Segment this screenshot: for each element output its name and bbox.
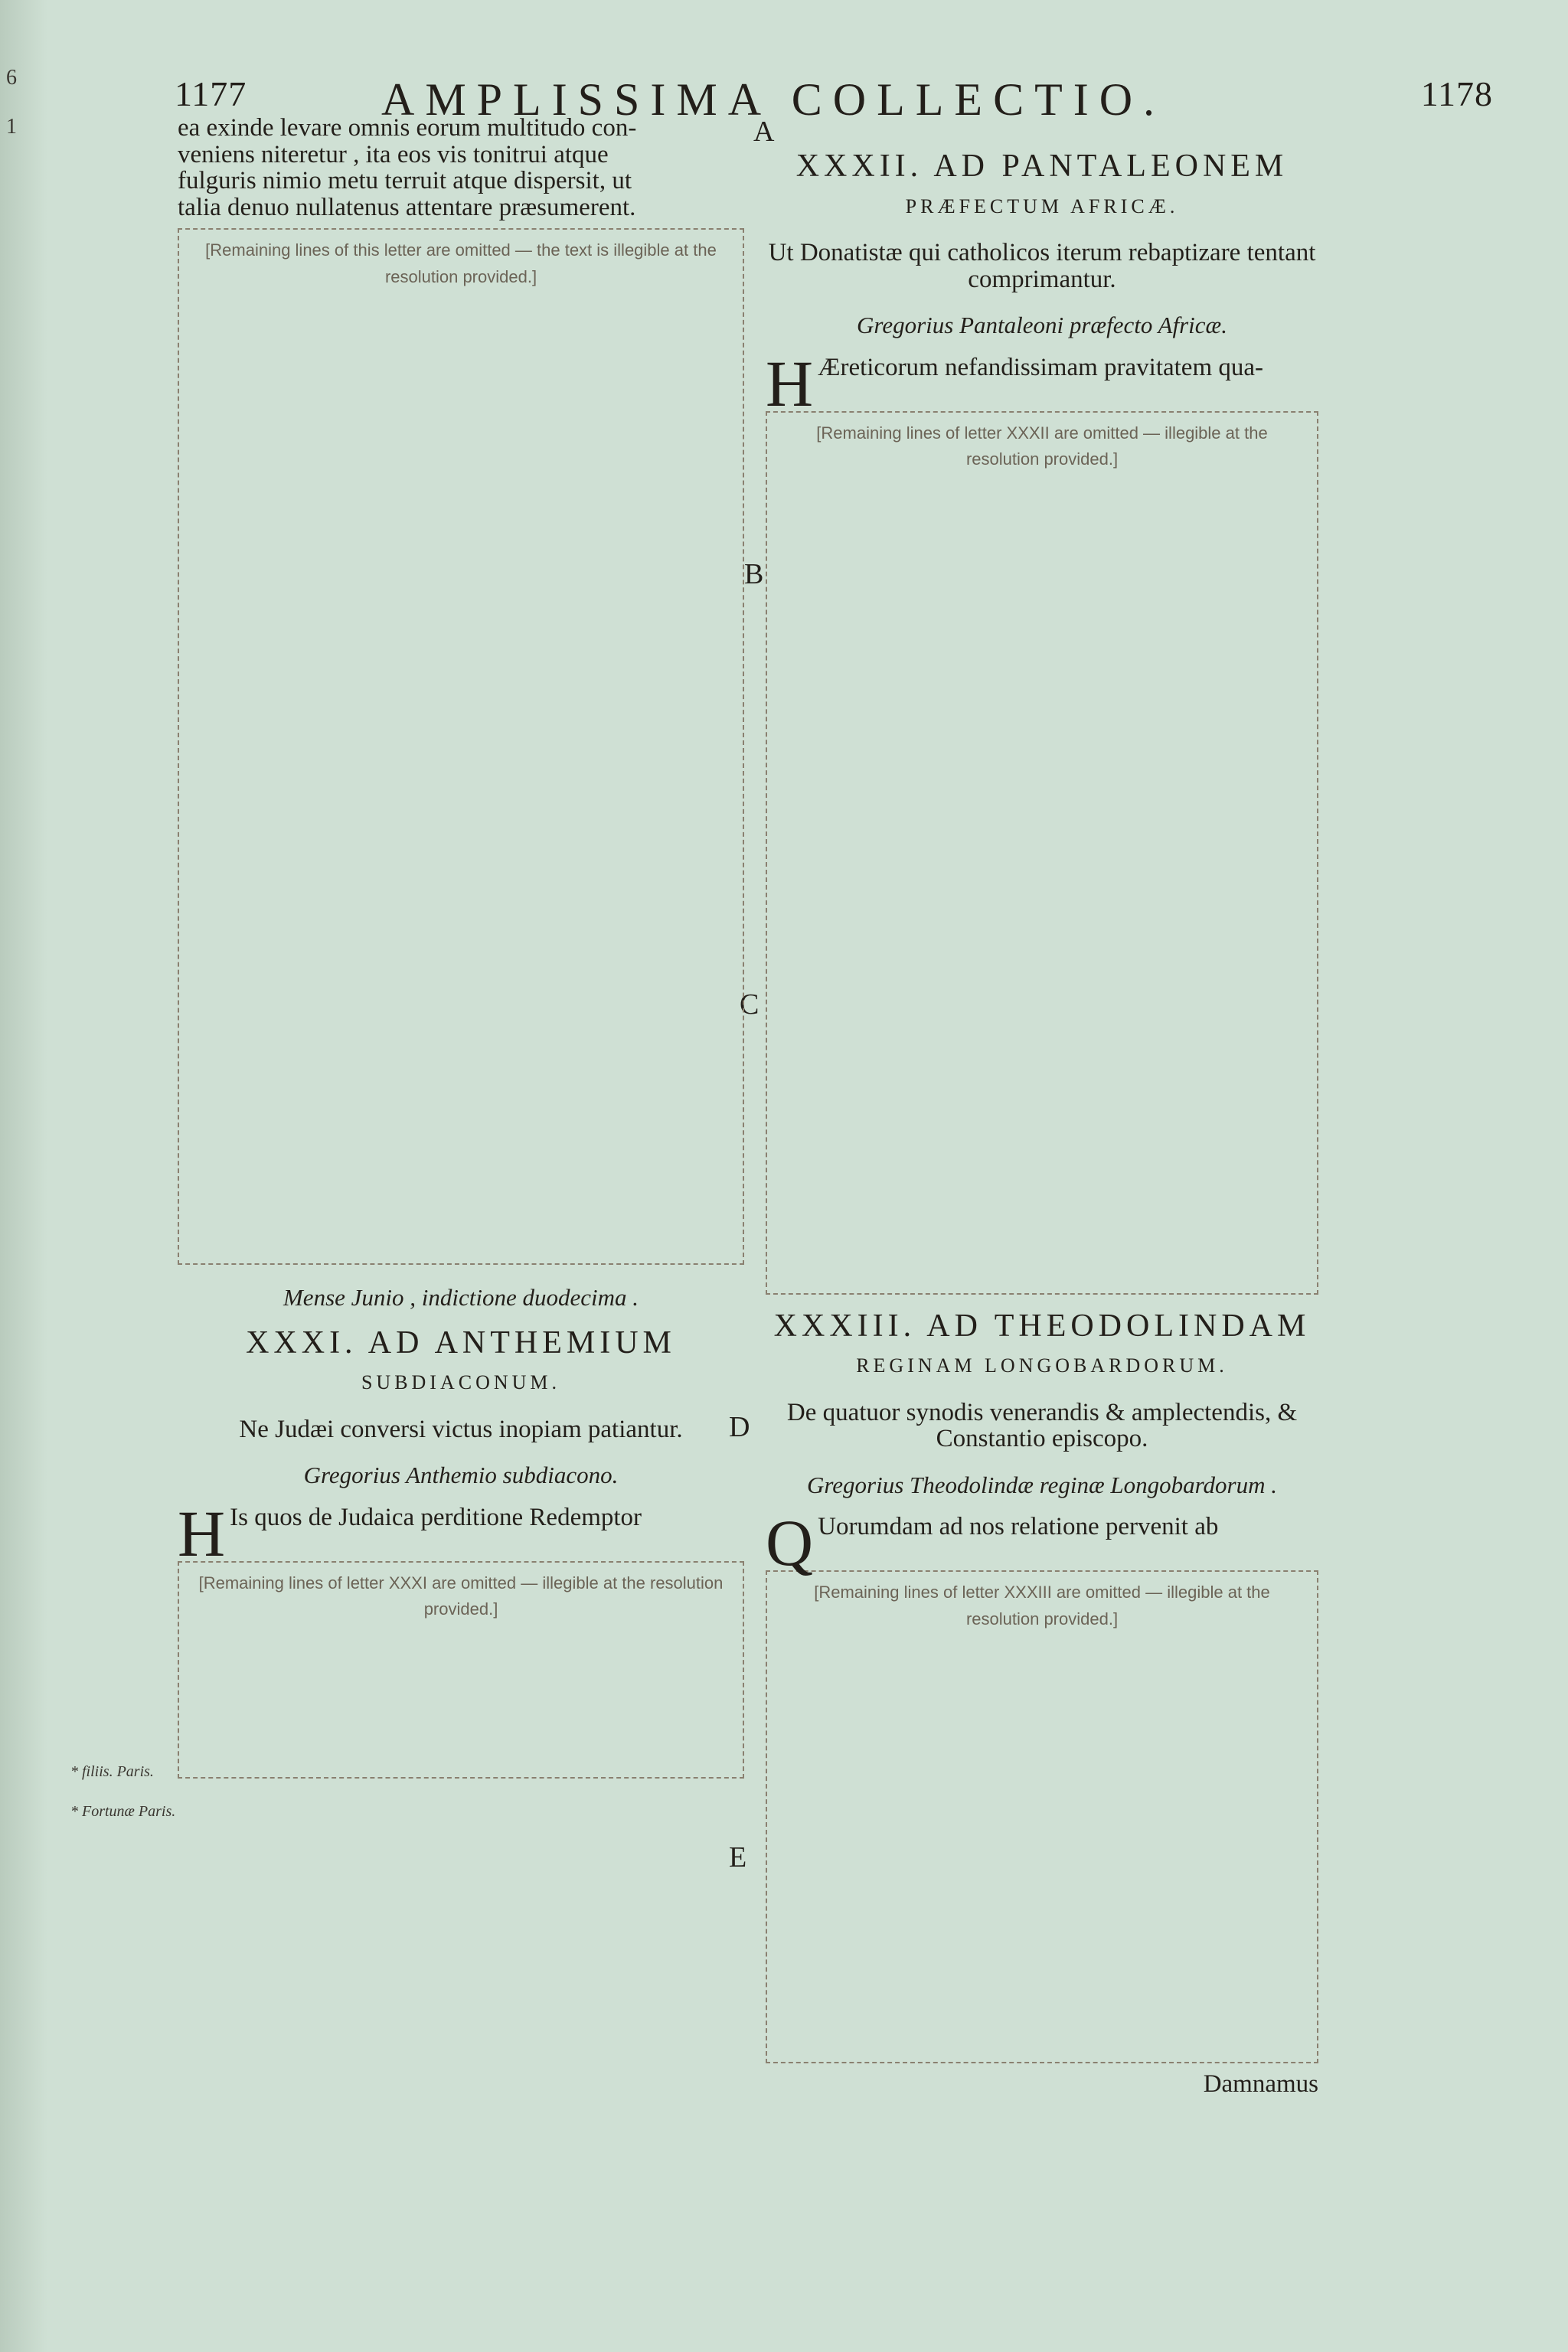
drop-cap: H <box>766 346 814 420</box>
margin-letter-d: D <box>729 1411 750 1443</box>
running-head: AMPLISSIMA COLLECTIO. <box>381 74 1166 125</box>
folio-right: 1178 <box>1420 74 1493 113</box>
section-subtitle: SUBDIACONUM. <box>361 1371 561 1393</box>
right-column <box>766 115 1318 2098</box>
section-title: XXXII. AD PANTALEONEM <box>795 149 1289 184</box>
text-line: Æreticorum nefandissimam pravitatem qua- <box>818 354 1264 381</box>
margin-letter-b: B <box>744 558 764 590</box>
dating-line: Mense Junio , indictione duodecima . <box>283 1284 639 1311</box>
text-line: Uorumdam ad nos relatione pervenit ab <box>818 1514 1219 1540</box>
margin-letter-e: E <box>729 1841 747 1873</box>
salutation: Gregorius Anthemio subdiacono. <box>303 1462 619 1488</box>
letter-opening <box>766 1506 1318 1579</box>
section-title: XXXIII. AD THEODOLINDAM <box>773 1308 1311 1344</box>
omitted-text-block: [Remaining lines of letter XXXIII are omitted — illegible at the resolution provided.] <box>766 1570 1318 2063</box>
section-subtitle: REGINAM LONGOBARDORUM. <box>856 1354 1228 1377</box>
section-subtitle: PRÆFECTUM AFRICÆ. <box>905 194 1179 217</box>
edge-glyph: 1 <box>6 115 17 139</box>
catchword: Damnamus <box>1203 2071 1318 2098</box>
letter-opening <box>766 346 1318 420</box>
drop-cap: H <box>178 1496 226 1570</box>
letter-opening <box>178 1496 744 1570</box>
text-line: Is quos de Judaica perditione Redemptor <box>230 1504 642 1530</box>
marginal-note: * filiis. Paris. <box>70 1763 154 1780</box>
text-line: talia denuo nullatenus attentare præsumerent. <box>178 194 636 220</box>
left-column <box>178 115 744 1786</box>
section-summary: Ne Judæi conversi victus inopiam patiantur. <box>239 1415 683 1443</box>
text-line: ea exinde levare omnis eorum multitudo con- <box>178 115 637 142</box>
salutation: Gregorius Pantaleoni præfecto Africæ. <box>857 312 1227 338</box>
omitted-text-block: [Remaining lines of this letter are omitted — the text is illegible at the resolution provided.] <box>178 228 744 1265</box>
omitted-text-block: [Remaining lines of letter XXXII are omitted — illegible at the resolution provided.] <box>766 411 1318 1295</box>
text-line: veniens niteretur , ita eos vis tonitrui atque <box>178 141 609 168</box>
section-title: XXXI. AD ANTHEMIUM <box>246 1325 676 1361</box>
section-summary: De quatuor synodis venerandis & amplectendis, & Constantio episcopo. <box>786 1398 1298 1452</box>
omitted-text-block: [Remaining lines of letter XXXI are omitted — illegible at the resolution provided.] <box>178 1561 744 1779</box>
folio-left: 1177 <box>175 74 247 113</box>
salutation: Gregorius Theodolindæ reginæ Longobardorum . <box>806 1471 1278 1498</box>
margin-letter-c: C <box>740 988 760 1021</box>
text-line: fulguris nimio metu terruit atque dispersit, ut <box>178 168 632 194</box>
page-edge <box>0 0 47 2352</box>
edge-glyph: 6 <box>6 66 17 90</box>
marginal-note: * Fortunæ Paris. <box>70 1803 176 1820</box>
section-summary: Ut Donatistæ qui catholicos iterum rebaptizare tentant comprimantur. <box>768 239 1316 293</box>
drop-cap: Q <box>766 1506 814 1579</box>
margin-letter-a: A <box>753 116 775 148</box>
